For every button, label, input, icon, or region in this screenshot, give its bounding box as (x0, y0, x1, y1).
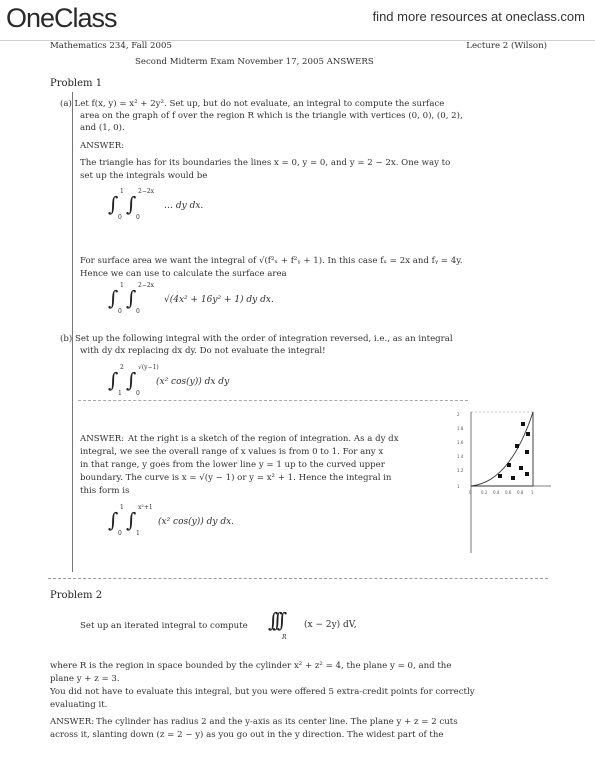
integral-sign: ∫ (108, 286, 119, 310)
problem-separator (48, 578, 548, 579)
part-a-mid-line-2: Hence we can use to calculate the surface area (80, 269, 287, 279)
integral-sign: ∫ (126, 286, 137, 310)
integral-body: √(4x² + 16y² + 1) dy dx. (164, 295, 274, 305)
site-tagline[interactable]: find more resources at oneclass.com (372, 9, 585, 24)
problem-2-line-2: plane y + z = 3. (50, 674, 120, 684)
integral-sign: ∫ (108, 368, 119, 392)
integral-body: (x² cos(y)) dx dy (156, 377, 230, 387)
y-tick-label: 1.4 (457, 454, 464, 459)
integral-sign: ∫ (126, 368, 137, 392)
part-a-line-1: (a) Let f(x, y) = x² + 2y². Set up, but do not evaluate, an integral to compute the surface (60, 99, 445, 109)
answer-region-top-rule (78, 400, 468, 401)
x-tick-label: 1 (531, 490, 534, 495)
x-tick-label: 0.4 (493, 490, 500, 495)
region-fill-square (507, 463, 511, 467)
region-fill-square (519, 466, 523, 470)
part-b-answer-line-2: integral, we see the overall range of x values is from 0 to 1. For any x (80, 447, 384, 457)
part-b-answer-line-3: in that range, y goes from the lower line y = 1 up to the curved upper (80, 460, 385, 470)
integral-upper-limit: 2−2x (138, 188, 155, 195)
problem-1-margin-bar (72, 92, 73, 572)
part-a-answer-label: ANSWER: (80, 141, 125, 151)
integral-sign: ∫ (126, 508, 137, 532)
integral-lower-limit: 0 (136, 214, 140, 221)
part-a-line-2: area on the graph of f over the region R which is the triangle with vertices (0, 0), (0, 2), (80, 111, 463, 121)
part-b-answer-line-1: At the right is a sketch of the region of integration. As a dy dx (128, 434, 399, 444)
problem-1-title: Problem 1 (50, 78, 103, 89)
part-b-answer-label: ANSWER: (80, 434, 125, 444)
integral-sign: ∫ (108, 192, 119, 216)
integral-lower-limit: 0 (118, 214, 122, 221)
region-fill-square (525, 472, 529, 476)
exam-title: Second Midterm Exam November 17, 2005 ANSWERS (135, 57, 374, 67)
region-fill-square (511, 476, 515, 480)
y-tick-label: 1.2 (457, 468, 464, 473)
problem-2-answer-label: ANSWER: (50, 717, 95, 727)
problem-2-line-4: evaluating it. (50, 700, 108, 710)
region-fill-square (525, 450, 529, 454)
problem-2-answer-line-1: The cylinder has radius 2 and the y-axis as its center line. The plane y + z = 2 cuts (96, 717, 458, 727)
problem-2-line-1: where R is the region in space bounded by the cylinder x² + z² = 4, the plane y = 0, and the (50, 661, 452, 671)
lecture-label: Lecture 2 (Wilson) (466, 41, 547, 51)
y-tick-label: 1.8 (457, 426, 464, 431)
part-a-answer-line-1: The triangle has for its boundaries the lines x = 0, y = 0, and y = 2 − 2x. One way to (80, 158, 451, 168)
integral-upper-limit: 2−2x (138, 282, 155, 289)
region-fill-square (515, 444, 519, 448)
region-fill-square (498, 474, 502, 478)
problem-2-line-3: You did not have to evaluate this integral, but you were offered 5 extra-credit points for correctly (50, 687, 475, 697)
site-logo[interactable]: OneClass (6, 3, 117, 33)
part-b-line-2: with dy dx replacing dx dy. Do not evaluate the integral! (80, 346, 326, 356)
integral-body: … dy dx. (164, 201, 204, 211)
triple-integral-body: (x − 2y) dV, (304, 620, 357, 630)
integral-sign: ∫ (126, 192, 137, 216)
part-a-mid-line-1: For surface area we want the integral of √(f²ₓ + f²ᵧ + 1). In this case fₓ = 2x and fᵧ = 4y. (80, 256, 463, 266)
integral-lower-limit: 0 (136, 390, 140, 397)
region-fill-square (526, 432, 530, 436)
integral-lower-limit: 0 (118, 308, 122, 315)
integral-upper-limit: 1 (120, 282, 124, 289)
integral-upper-limit: 1 (120, 504, 124, 511)
x-tick-label: 0.8 (517, 490, 524, 495)
integral-lower-limit: 1 (136, 530, 140, 537)
problem-2-setup-prefix: Set up an iterated integral to compute (80, 621, 248, 631)
integral-upper-limit: 1 (120, 188, 124, 195)
integral-lower-limit: 1 (118, 390, 122, 397)
triple-integral-sign: ∫∫∫ (268, 608, 282, 632)
part-a-line-3: and (1, 0). (80, 123, 125, 133)
x-tick-label: 0 (469, 490, 472, 495)
integral-upper-limit: √(y−1) (138, 364, 159, 371)
part-a-answer-line-2: set up the integrals would be (80, 171, 208, 181)
triple-integral-region: R (282, 634, 287, 641)
problem-2-answer-line-2: across it, slanting down (z = 2 − y) as you go out in the y direction. The widest part of the (50, 730, 444, 740)
x-tick-label: 0.6 (505, 490, 512, 495)
integral-lower-limit: 0 (118, 530, 122, 537)
integral-sign: ∫ (108, 508, 119, 532)
region-sketch (455, 408, 555, 568)
region-fill-square (521, 422, 525, 426)
integral-upper-limit: x²+1 (138, 504, 153, 511)
integral-upper-limit: 2 (120, 364, 124, 371)
y-tick-label: 1.6 (457, 440, 464, 445)
x-tick-label: 0.2 (481, 490, 488, 495)
integral-lower-limit: 0 (136, 308, 140, 315)
y-tick-label: 1 (457, 484, 460, 489)
part-b-line-1: (b) Set up the following integral with the order of integration reversed, i.e., as an integral (60, 334, 453, 344)
integral-body: (x² cos(y)) dy dx. (158, 517, 235, 527)
part-b-answer-line-5: this form is (80, 486, 130, 496)
problem-2-title: Problem 2 (50, 590, 103, 601)
y-tick-label: 2 (457, 412, 460, 417)
part-b-answer-line-4: boundary. The curve is x = √(y − 1) or y = x² + 1. Hence the integral in (80, 473, 392, 483)
course-title: Mathematics 234, Fall 2005 (50, 41, 172, 51)
